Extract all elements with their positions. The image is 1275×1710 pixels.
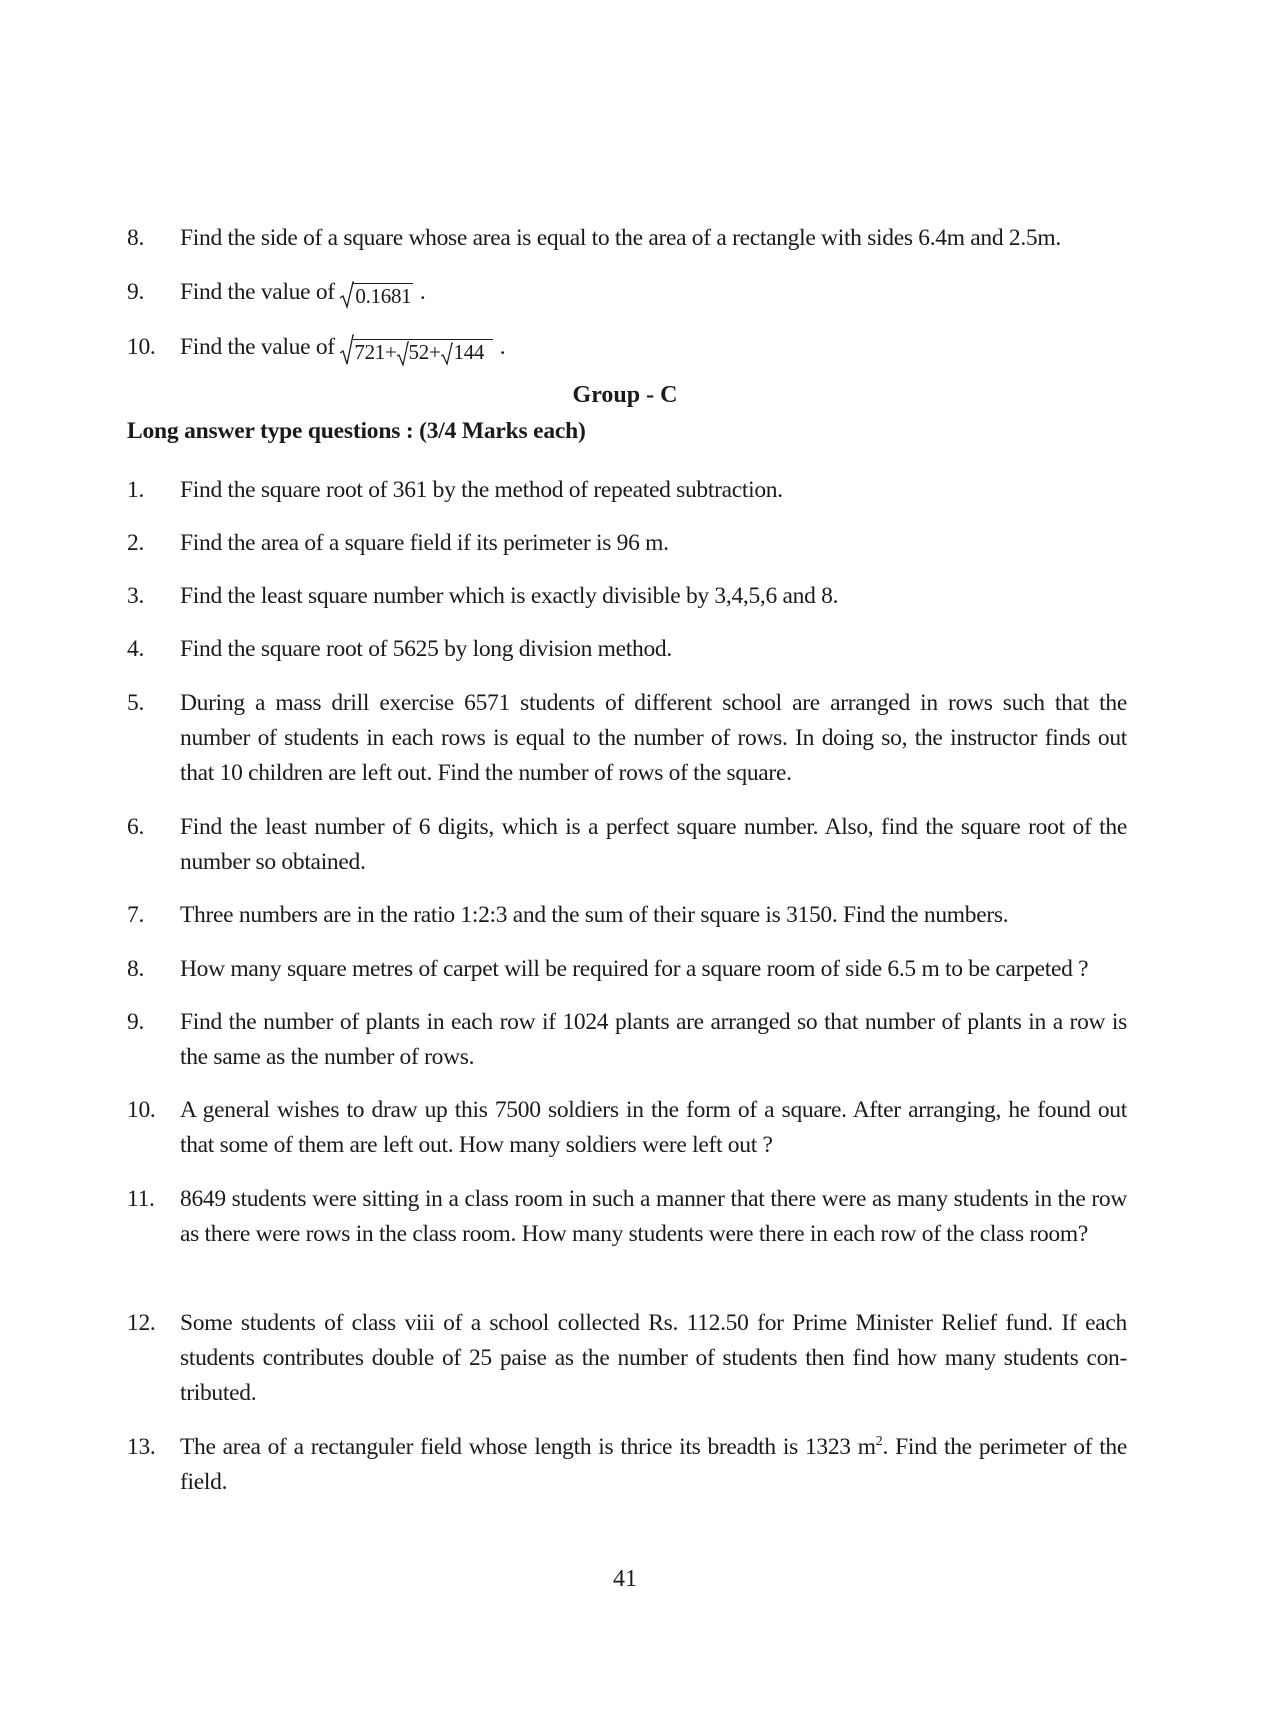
page-number: 41 bbox=[613, 1566, 637, 1592]
question-c-10 bbox=[127, 1093, 1127, 1163]
question-number: 7. bbox=[127, 902, 145, 928]
question-number: 1. bbox=[127, 477, 145, 503]
question-text: A general wishes to draw up this 7500 soldiers in the form of a square. After arranging, he found out that some of them are left out. How many soldiers were left out ? bbox=[180, 1097, 1127, 1158]
question-text-end: . bbox=[419, 279, 426, 305]
question-text-end: . bbox=[499, 334, 506, 360]
question-number: 11. bbox=[127, 1186, 155, 1212]
radicand: 0.1681 bbox=[355, 284, 412, 309]
question-text: How many square metres of carpet will be required for a square room of side 6.5 m to be carpeted ? bbox=[180, 956, 1089, 982]
question-text: The area of a rectanguler field whose length is thrice its breadth is 1323 m bbox=[180, 1434, 876, 1460]
question-number: 9. bbox=[127, 279, 145, 305]
square-root-expression bbox=[340, 276, 414, 311]
question-text: During a mass drill exercise 6571 students of different school are arranged in rows such that the number of students in each rows is equal to the number of rows. In doing so, the instructor finds out that 10 children are left out. Find the number of rows of the square. bbox=[180, 690, 1127, 786]
question-number: 3. bbox=[127, 583, 145, 609]
question-text: Find the least number of 6 digits, which is a perfect square number. Also, find the square root of the number so obtained. bbox=[180, 814, 1127, 875]
question-9 bbox=[127, 275, 1127, 311]
question-text: Some students of class viii of a school collected Rs. 112.50 for Prime Minister Relief fund. If each students contributes double of 25 paise as the number of students then find how many students con-tributed. bbox=[180, 1310, 1127, 1406]
question-c-13 bbox=[127, 1430, 1127, 1500]
question-number: 4. bbox=[127, 636, 145, 662]
question-text: Find the square root of 5625 by long division method. bbox=[180, 636, 672, 662]
question-number: 6. bbox=[127, 814, 145, 840]
section-label: Long answer type questions : (3/4 Marks each) bbox=[127, 418, 586, 444]
question-c-2 bbox=[127, 526, 1127, 561]
question-c-4 bbox=[127, 632, 1127, 667]
question-number: 13. bbox=[127, 1434, 156, 1460]
question-c-5 bbox=[127, 686, 1127, 791]
question-number: 5. bbox=[127, 690, 145, 716]
question-number: 8. bbox=[127, 956, 145, 982]
question-text-end: . Find the perimeter of the field. bbox=[180, 1434, 1127, 1495]
question-text: Find the number of plants in each row if 1024 plants are arranged so that number of plants in a row is the same as the number of rows. bbox=[180, 1009, 1127, 1070]
question-10 bbox=[127, 330, 1127, 366]
question-c-3 bbox=[127, 579, 1127, 614]
question-8 bbox=[127, 221, 1127, 256]
radicand-outer: 721+ bbox=[354, 340, 397, 365]
radicand-inner: 144 bbox=[453, 340, 485, 365]
question-text: Find the square root of 361 by the method of repeated subtraction. bbox=[180, 477, 783, 503]
section-heading: Group - C bbox=[572, 382, 678, 408]
question-c-9 bbox=[127, 1005, 1127, 1075]
question-text: Find the side of a square whose area is equal to the area of a rectangle with sides 6.4m and 2.5m. bbox=[180, 225, 1061, 251]
question-number: 10. bbox=[127, 334, 156, 360]
question-text: Three numbers are in the ratio 1:2:3 and the sum of their square is 3150. Find the numbers. bbox=[180, 902, 1009, 928]
superscript: 2 bbox=[875, 1434, 883, 1450]
question-number: 8. bbox=[127, 225, 145, 251]
question-number: 12. bbox=[127, 1310, 156, 1336]
radical-sign-icon bbox=[441, 342, 453, 366]
nested-square-root-expression bbox=[340, 331, 494, 366]
question-number: 2. bbox=[127, 530, 145, 556]
question-number: 10. bbox=[127, 1097, 156, 1123]
question-c-1 bbox=[127, 473, 1127, 508]
question-c-8 bbox=[127, 952, 1127, 987]
question-c-11 bbox=[127, 1182, 1127, 1252]
question-c-7 bbox=[127, 898, 1127, 933]
question-text: Find the area of a square field if its perimeter is 96 m. bbox=[180, 530, 669, 556]
question-text: Find the value of bbox=[180, 279, 335, 305]
radical-sign-icon bbox=[397, 341, 409, 367]
question-text: Find the least square number which is exactly divisible by 3,4,5,6 and 8. bbox=[180, 583, 839, 609]
question-text: 8649 students were sitting in a class room in such a manner that there were as many students in the row as there were rows in the class room. How many students were there in each row of the class room? bbox=[180, 1186, 1127, 1247]
radicand-middle: 52+ bbox=[408, 340, 441, 365]
question-c-12 bbox=[127, 1306, 1127, 1411]
question-c-6 bbox=[127, 810, 1127, 880]
question-number: 9. bbox=[127, 1009, 145, 1035]
question-text: Find the value of bbox=[180, 334, 335, 360]
